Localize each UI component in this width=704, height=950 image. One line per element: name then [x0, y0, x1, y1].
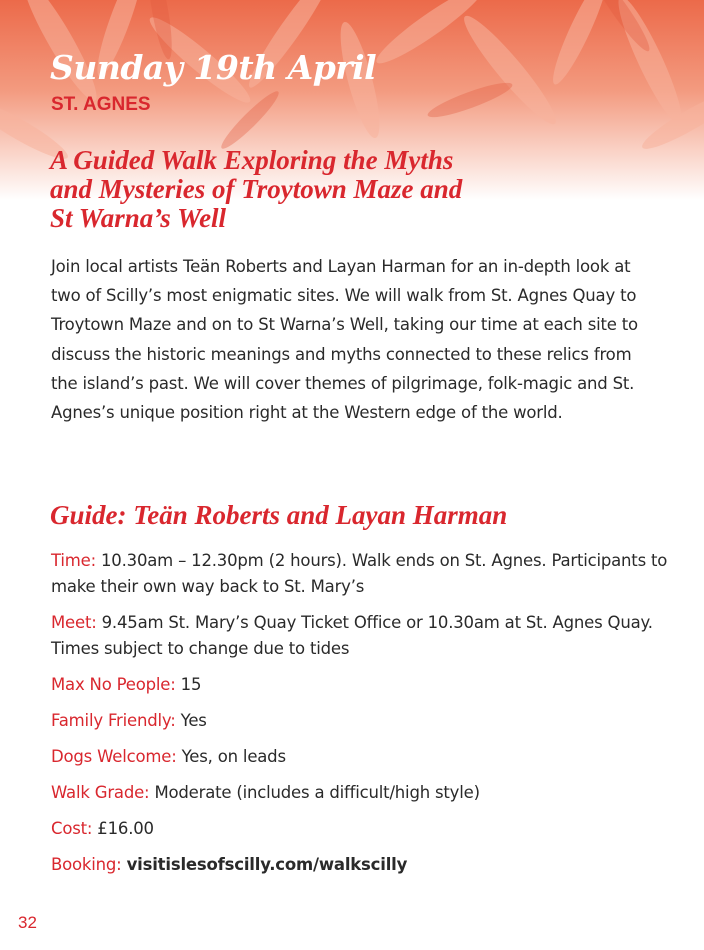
detail-dogs-welcome: [51, 744, 671, 770]
detail-time: [51, 548, 671, 600]
walk-details: [51, 548, 671, 888]
meet-label: Meet:: [51, 613, 97, 632]
detail-walk-grade: [51, 780, 671, 806]
guide-heading: Guide: Teän Roberts and Layan Harman: [50, 500, 508, 530]
walk-grade-value: Moderate (includes a difficult/high style): [154, 783, 480, 802]
walk-description: Join local artists Teän Roberts and Layan Harman for an in-depth look at two of Scilly’s most enigmatic sites. We will walk from St. Agnes Quay to Troytown Maze and on to St Warna’s Well, taking our time at each site to discuss the historic meanings and myths connected to these relics from the island’s past. We will cover themes of pilgrimage, folk-magic and St. Agnes’s unique position right at the Western edge of the world.: [51, 257, 638, 423]
detail-cost: [51, 816, 671, 842]
time-label: Time:: [51, 551, 96, 570]
detail-booking: [51, 852, 671, 878]
max-people-value: 15: [180, 675, 202, 694]
family-friendly-value: Yes: [180, 711, 207, 730]
cost-label: Cost:: [51, 819, 93, 838]
time-value: 10.30am – 12.30pm (2 hours). Walk ends on St. Agnes. Participants to make their own way back to St. Mary’s: [51, 551, 668, 596]
event-date: Sunday 19th April: [50, 48, 377, 87]
booking-label: Booking:: [51, 855, 122, 874]
page-number: 32: [18, 913, 37, 932]
dogs-welcome-value: Yes, on leads: [181, 747, 286, 766]
walk-grade-label: Walk Grade:: [51, 783, 150, 802]
meet-value: 9.45am St. Mary’s Quay Ticket Office or 10.30am at St. Agnes Quay. Times subject to change due to tides: [51, 613, 653, 658]
detail-family-friendly: [51, 708, 671, 734]
detail-meet: [51, 610, 671, 662]
detail-max-people: [51, 672, 671, 698]
cost-value: £16.00: [97, 819, 154, 838]
island-name: ST. AGNES: [51, 94, 151, 115]
family-friendly-label: Family Friendly:: [51, 711, 176, 730]
booking-link[interactable]: visitislesofscilly.com/walkscilly: [126, 855, 408, 874]
dogs-welcome-label: Dogs Welcome:: [51, 747, 177, 766]
max-people-label: Max No People:: [51, 675, 176, 694]
walk-title: A Guided Walk Exploring the Myths and Mysteries of Troytown Maze and St Warna’s Well: [50, 145, 463, 233]
